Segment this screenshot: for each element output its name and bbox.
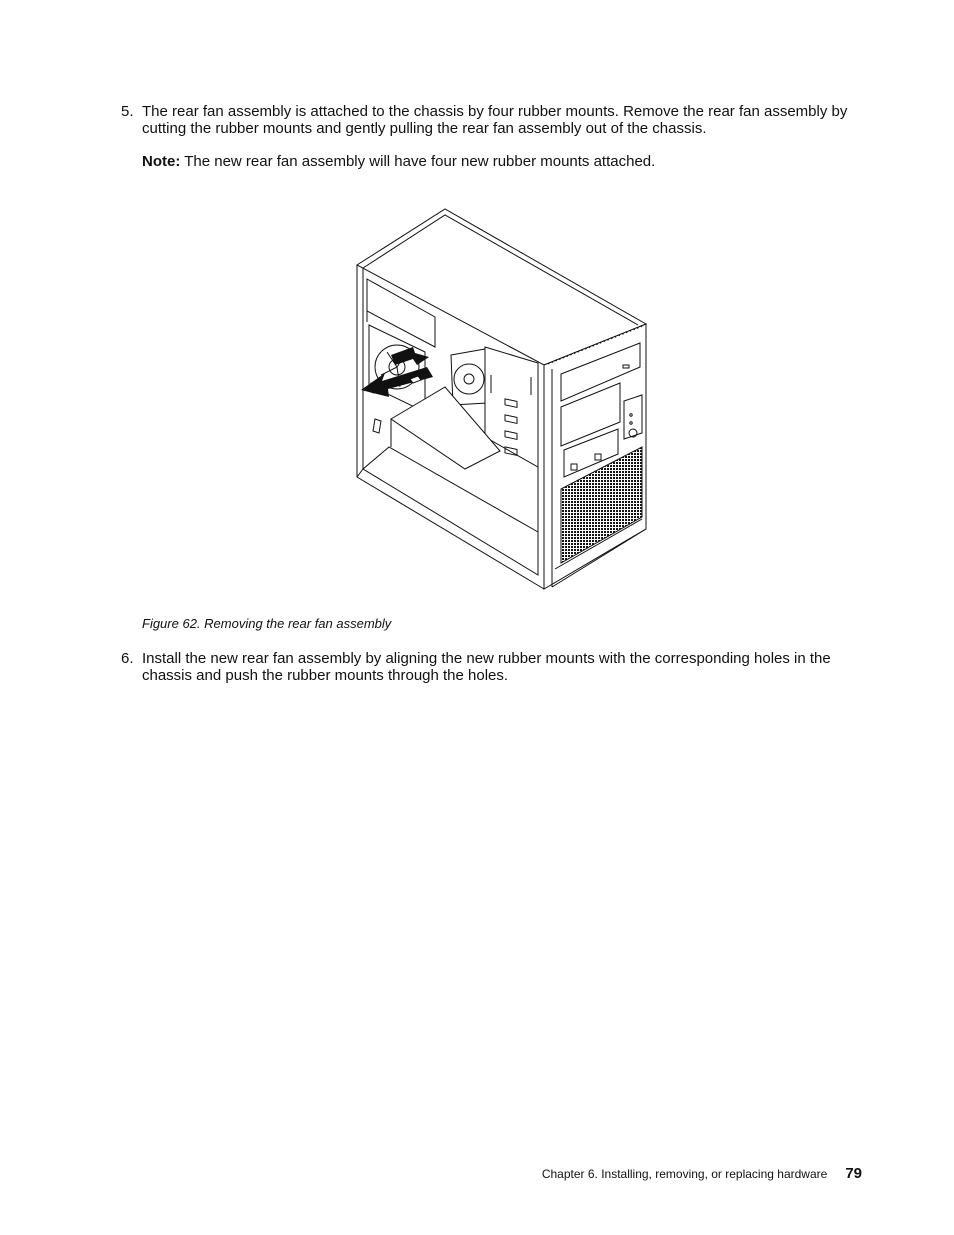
step-5 <box>121 103 866 137</box>
cpu-fan-icon <box>451 349 487 405</box>
rear-fan-icon <box>369 325 425 412</box>
step-6 <box>121 650 866 684</box>
step-text: The rear fan assembly is attached to the chassis by four rubber mounts. Remove the rear fan assembly by cutting the rubber mounts and gently pulling the rear fan assembly out of the chassis. <box>142 103 848 137</box>
step-number: 6. <box>121 650 134 667</box>
page-footer <box>542 1165 862 1182</box>
chapter-title: Chapter 6. Installing, removing, or replacing hardware <box>541 1167 828 1181</box>
page-number: 79 <box>845 1165 862 1182</box>
figure-caption: Figure 62. Removing the rear fan assembly <box>142 616 392 631</box>
figure-rear-fan-removal <box>355 207 648 593</box>
note-text: The new rear fan assembly will have four new rubber mounts attached. <box>180 153 656 170</box>
note-label: Note: <box>142 153 181 170</box>
step-text: Install the new rear fan assembly by aligning the new rubber mounts with the corresponding holes in the chassis and push the rubber mounts through the holes. <box>142 650 831 684</box>
note <box>142 153 862 170</box>
step-number: 5. <box>121 103 134 120</box>
